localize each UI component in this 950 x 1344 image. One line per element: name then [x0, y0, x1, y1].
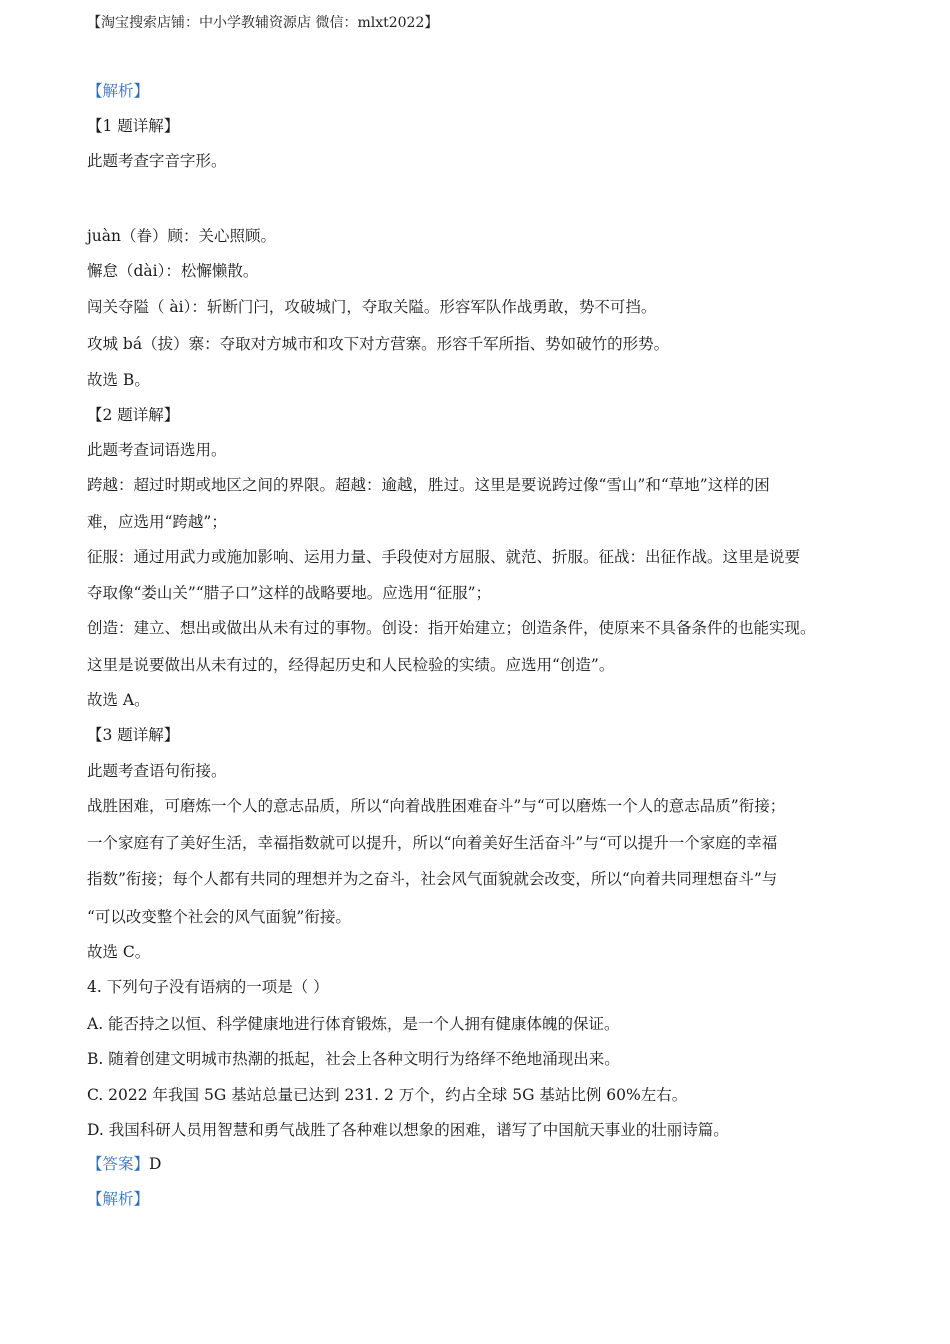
page-header: 【淘宝搜索店铺：中小学教辅资源店 微信：mlxt2022】 — [87, 15, 439, 31]
answer-label: 【答案】 — [87, 1155, 150, 1173]
text-line: 故选 C。 — [87, 943, 151, 961]
text-line: B. 随着创建文明城市热潮的抵起，社会上各种文明行为络绎不绝地涌现出来。 — [87, 1050, 620, 1068]
text-line: 【解析】 — [87, 82, 150, 100]
text-line: “可以改变整个社会的风气面貌”衔接。 — [87, 908, 351, 926]
text-line: 此题考查语句衔接。 — [87, 762, 227, 780]
text-line: 这里是说要做出从未有过的，经得起历史和人民检验的实绩。应选用“创造”。 — [87, 656, 615, 674]
text-line: 指数”衔接；每个人都有共同的理想并为之奋斗，社会风气面貌就会改变，所以“向着共同理想奋斗”与 — [87, 870, 778, 888]
text-line: juàn（眷）顾：关心照顾。 — [87, 227, 277, 245]
text-line: 一个家庭有了美好生活，幸福指数就可以提升，所以“向着美好生活奋斗”与“可以提升一个家庭的幸福 — [87, 834, 778, 852]
text-line: 故选 B。 — [87, 371, 150, 389]
text-line — [87, 1153, 161, 1175]
text-line: 闯关夺隘（ ài）：斩断门闩，攻破城门，夺取关隘。形容军队作战勇敢，势不可挡。 — [87, 298, 657, 316]
text-line: D. 我国科研人员用智慧和勇气战胜了各种难以想象的困难，谱写了中国航天事业的壮丽诗篇。 — [87, 1121, 729, 1139]
text-line: 难，应选用“跨越”； — [87, 513, 227, 531]
text-line: 【解析】 — [87, 1190, 150, 1208]
text-line: 【2 题详解】 — [87, 406, 180, 424]
text-line: 【1 题详解】 — [87, 117, 180, 135]
text-line: 征服：通过用武力或施加影响、运用力量、手段使对方屈服、就范、折服。征战：出征作战。这里是说要 — [87, 548, 801, 566]
text-line: A. 能否持之以恒、科学健康地进行体育锻炼，是一个人拥有健康体魄的保证。 — [87, 1015, 620, 1033]
text-line: 此题考查词语选用。 — [87, 441, 227, 459]
text-line: C. 2022 年我国 5G 基站总量已达到 231. 2 万个，约占全球 5G 基站比例 60%左右。 — [87, 1086, 688, 1104]
text-line: 攻城 bá（拔）寨：夺取对方城市和攻下对方营寨。形容千军所指、势如破竹的形势。 — [87, 335, 670, 353]
text-line: 跨越：超过时期或地区之间的界限。超越：逾越，胜过。这里是要说跨过像“雪山”和“草地”这样的困 — [87, 476, 770, 494]
text-line: 故选 A。 — [87, 691, 150, 709]
text-line: 此题考查字音字形。 — [87, 152, 227, 170]
text-line: 创造：建立、想出或做出从未有过的事物。创设：指开始建立；创造条件，使原来不具备条件的也能实现。 — [87, 619, 816, 637]
text-line: 懈怠（dài）：松懈懒散。 — [87, 262, 259, 280]
text-line: 战胜困难，可磨炼一个人的意志品质，所以“向着战胜困难奋斗”与“可以磨炼一个人的意志品质”衔接； — [87, 797, 786, 815]
text-line: 【3 题详解】 — [87, 726, 180, 744]
answer-value: D — [149, 1155, 162, 1173]
text-line: 4. 下列句子没有语病的一项是（ ） — [87, 978, 329, 996]
text-line: 夺取像“娄山关”“腊子口”这样的战略要地。应选用“征服”； — [87, 584, 492, 602]
